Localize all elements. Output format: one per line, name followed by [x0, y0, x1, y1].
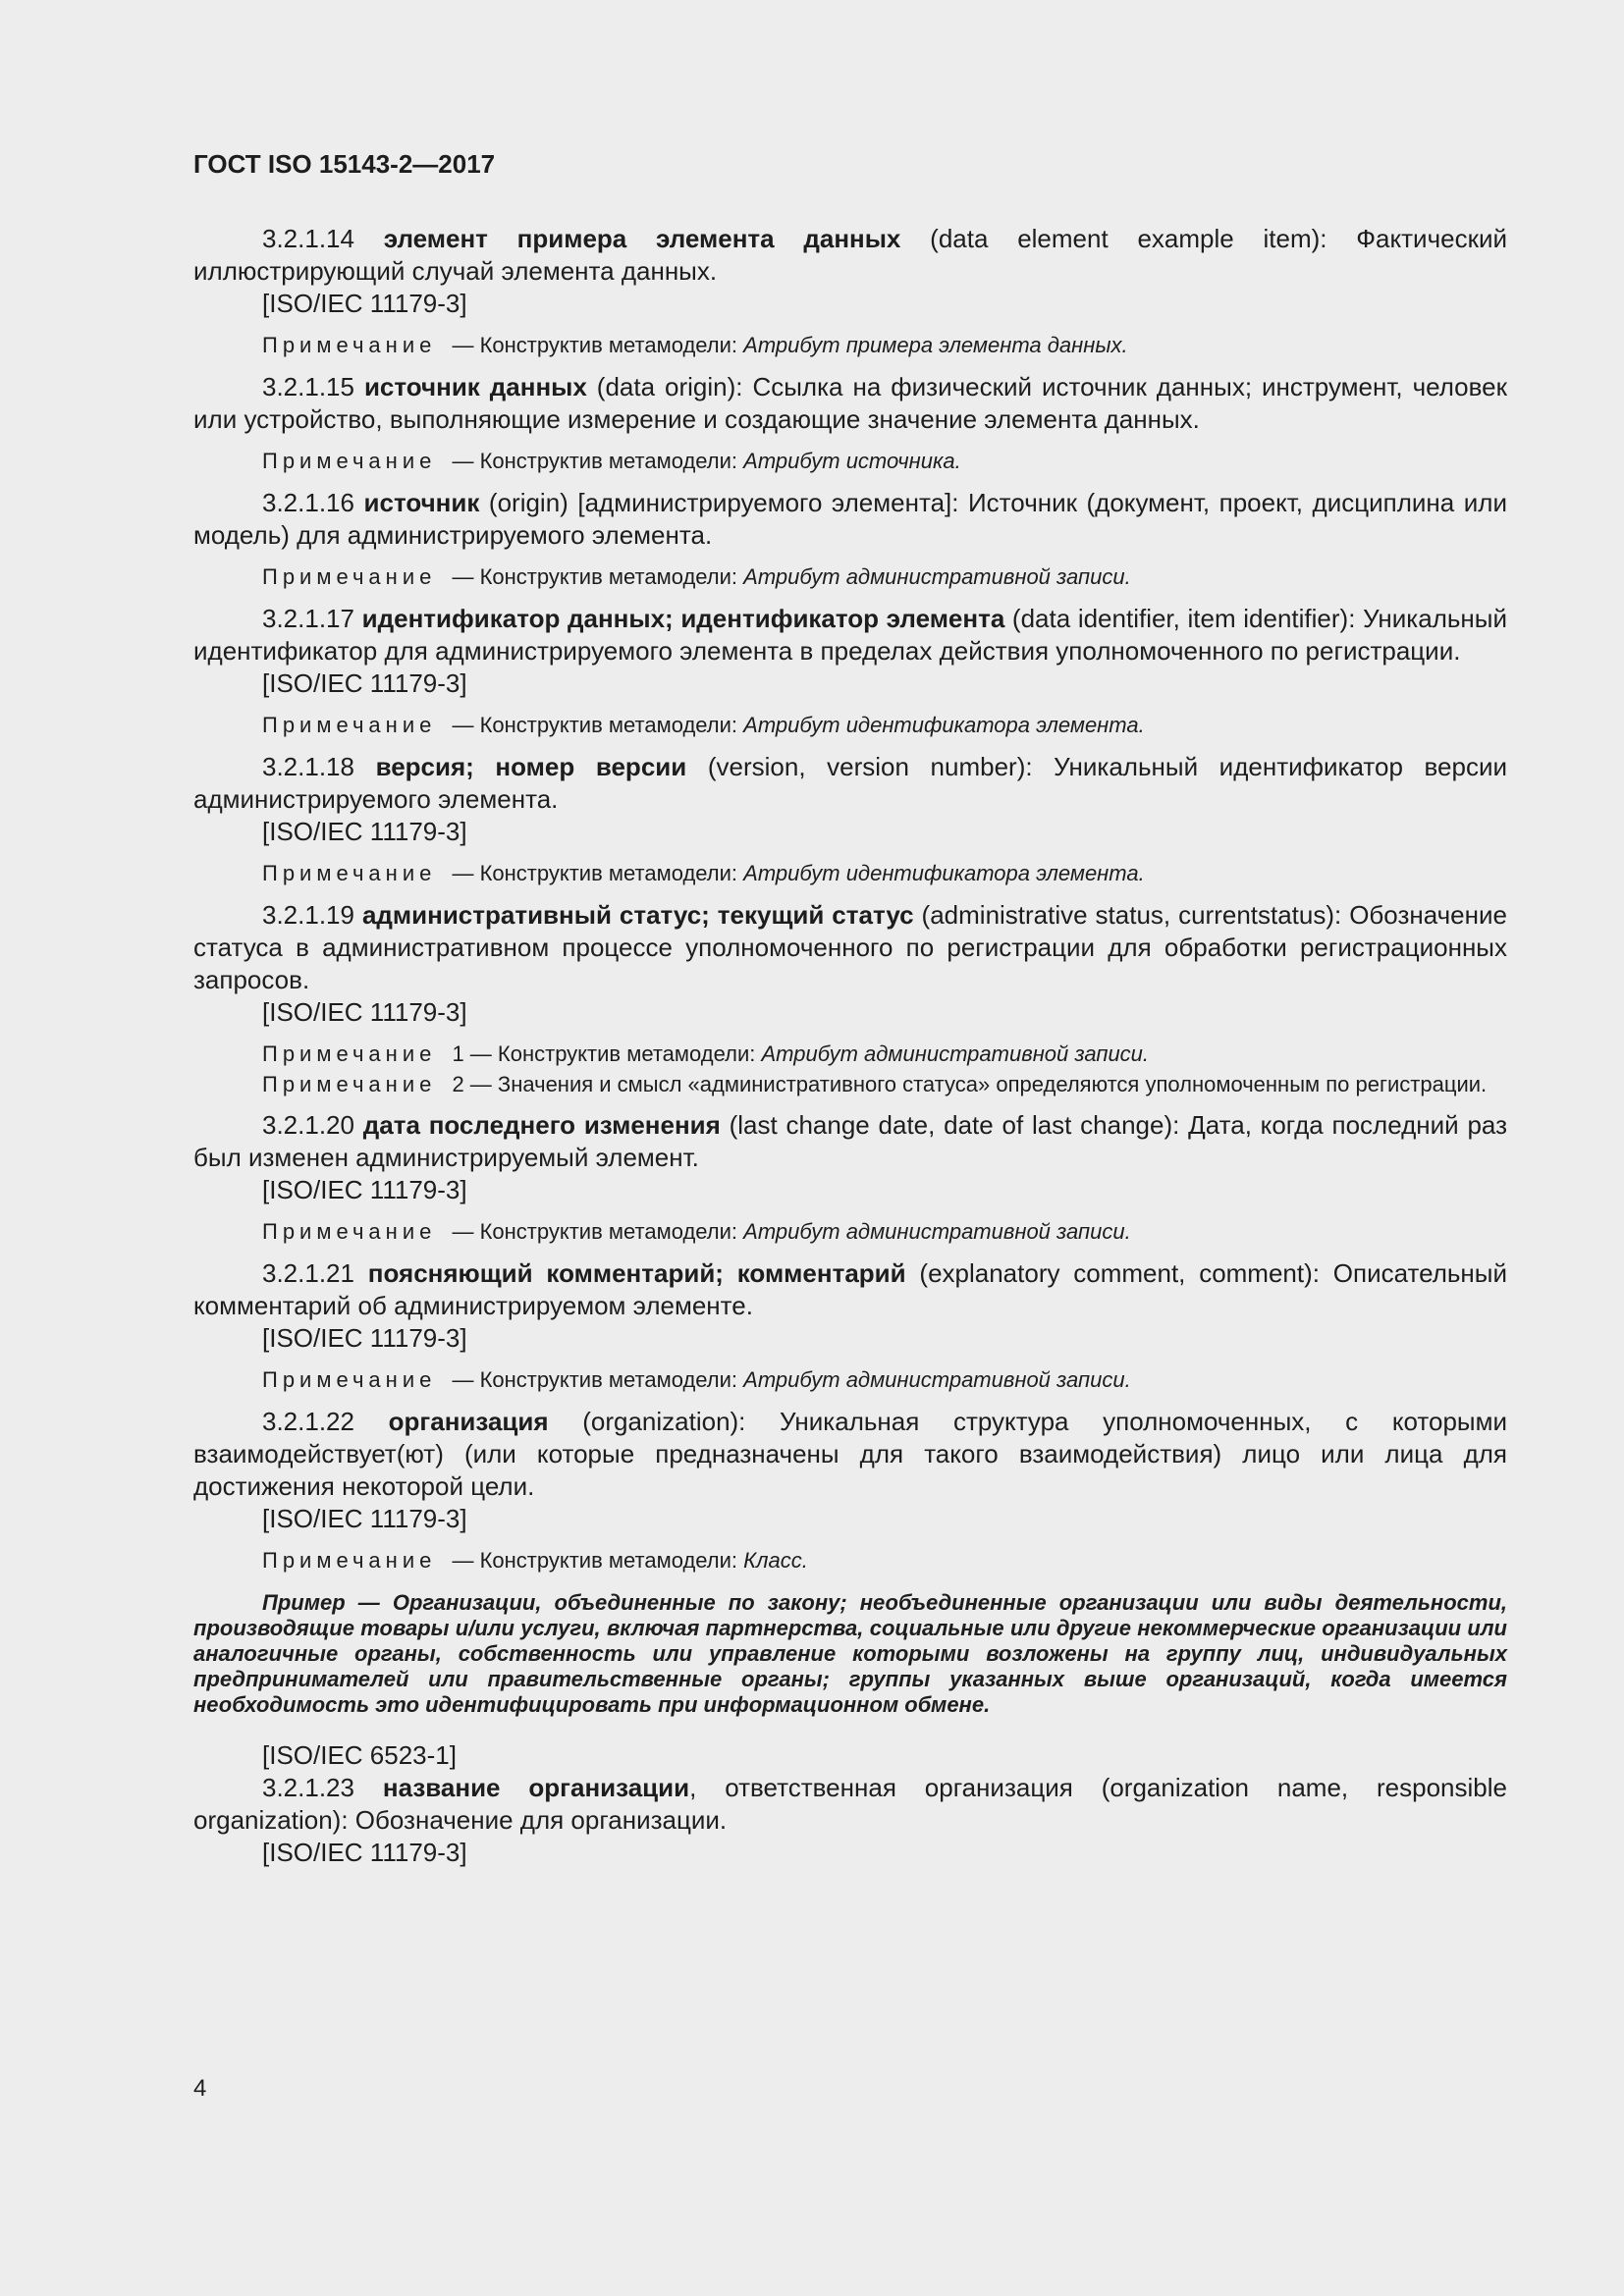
note-label: Примечание — [262, 449, 437, 473]
term-entry — [193, 1772, 1507, 1869]
term-name: поясняющий комментарий; комментарий — [367, 1258, 906, 1288]
note-text: — Конструктив метамодели: — [446, 861, 744, 885]
term-entry — [193, 1406, 1507, 1772]
term-name: идентификатор данных; идентификатор элемента — [361, 604, 1005, 633]
term-text: (last change date, date of last change): Дата, когда последний раз был изменен администрируемый элемент. — [193, 1110, 1508, 1172]
term-definition — [193, 1406, 1507, 1503]
term-entry — [193, 751, 1507, 889]
term-number: 3.2.1.18 — [262, 752, 354, 781]
term-notes — [193, 1039, 1507, 1099]
term-definition — [193, 487, 1507, 552]
term-source: [ISO/IEC 11179-3] — [262, 817, 467, 846]
term-number: 3.2.1.19 — [262, 900, 354, 930]
term-source: [ISO/IEC 11179-3] — [262, 1838, 467, 1867]
term-source: [ISO/IEC 11179-3] — [262, 997, 467, 1027]
note-italic: Атрибут административной записи. — [743, 564, 1131, 589]
document-header: ГОСТ ISO 15143-2—2017 — [193, 149, 496, 179]
term-entry — [193, 1109, 1507, 1248]
term-name: организация — [388, 1407, 549, 1436]
term-text: (organization): Уникальная структура уполномоченных, с которыми взаимодействует(ют) (или которые предназначены для такого взаимодействия) лицо или лица для достижения некоторой цели. — [193, 1407, 1507, 1501]
term-definition — [193, 371, 1507, 436]
term-entry — [193, 1257, 1507, 1396]
term-note — [193, 1545, 1507, 1576]
term-number: 3.2.1.16 — [262, 488, 354, 517]
note-italic: Атрибут источника. — [743, 449, 961, 473]
term-text: (data origin): Ссылка на физический источник данных; инструмент, человек или устройство, выполняющие измерение и создающие значение элемента данных. — [193, 372, 1508, 434]
term-text: , ответственная организация (organization name, responsible organization): Обозначение для организации. — [193, 1773, 1507, 1835]
note-italic: Атрибут административной записи. — [743, 1219, 1131, 1244]
term-source: [ISO/IEC 11179-3] — [262, 1504, 467, 1533]
note-italic: Атрибут административной записи. — [761, 1041, 1150, 1066]
term-source-2: [ISO/IEC 6523-1] — [262, 1740, 457, 1770]
term-name: дата последнего изменения — [362, 1110, 721, 1140]
term-text: (data identifier, item identifier): Уникальный идентификатор для администрируемого элемента в пределах действия уполномоченного по регистрации. — [193, 604, 1507, 666]
note-italic: Атрибут идентификатора элемента. — [743, 713, 1145, 737]
term-name: источник данных — [363, 372, 587, 401]
term-note-1 — [193, 1039, 1507, 1070]
term-number: 3.2.1.22 — [262, 1407, 354, 1436]
note-label: Примечание — [262, 1072, 437, 1096]
note-text: 2 — Значения и смысл «административного статуса» определяются уполномоченным по регистрации. — [446, 1072, 1488, 1096]
note-text: — Конструктив метамодели: — [446, 1548, 744, 1573]
term-number: 3.2.1.20 — [262, 1110, 354, 1140]
note-label: Примечание — [262, 1219, 437, 1244]
term-number: 3.2.1.21 — [262, 1258, 354, 1288]
term-definition — [193, 1257, 1507, 1322]
note-text: — Конструктив метамодели: — [446, 1219, 744, 1244]
term-name: версия; номер версии — [375, 752, 687, 781]
term-text: (origin) [администрируемого элемента]: Источник (документ, проект, дисциплина или модель) для администрируемого элемента. — [193, 488, 1507, 550]
term-note-2 — [193, 1070, 1507, 1099]
term-name: название организации — [382, 1773, 690, 1802]
note-text: — Конструктив метамодели: — [446, 449, 744, 473]
term-name: источник — [363, 488, 480, 517]
term-source: [ISO/IEC 11179-3] — [262, 1175, 467, 1204]
term-note — [193, 446, 1507, 477]
term-definition — [193, 1109, 1507, 1174]
note-label: Примечание — [262, 333, 437, 357]
term-note — [193, 330, 1507, 361]
term-definition — [193, 1772, 1507, 1837]
note-label: Примечание — [262, 1041, 437, 1066]
note-text: — Конструктив метамодели: — [446, 1367, 744, 1392]
term-text: (data element example item): Фактический иллюстрирующий случай элемента данных. — [193, 224, 1507, 286]
note-text: — Конструктив метамодели: — [446, 713, 744, 737]
note-label: Примечание — [262, 1548, 437, 1573]
term-number: 3.2.1.23 — [262, 1773, 354, 1802]
note-label: Примечание — [262, 1367, 437, 1392]
note-label: Примечание — [262, 861, 437, 885]
note-label: Примечание — [262, 564, 437, 589]
note-italic: Класс. — [743, 1548, 808, 1573]
term-definition — [193, 751, 1507, 816]
term-entry — [193, 899, 1507, 1099]
term-example: Пример — Организации, объединенные по закону; необъединенные организации или виды деятельности, производящие товары и/или услуги, включая партнерства, социальные или другие некоммерческие организации или аналогичные органы, собственность или управление которыми возложены на группу лиц, индивидуальных предпринимателей или правительственные органы; группы указанных выше организаций, когда имеется необходимость это идентифицировать при информационном обмене. — [193, 1590, 1507, 1717]
term-source: [ISO/IEC 11179-3] — [262, 289, 467, 318]
page-number: 4 — [193, 2075, 207, 2102]
term-text: (explanatory comment, comment): Описательный комментарий об администрируемом элементе. — [193, 1258, 1507, 1320]
term-note — [193, 710, 1507, 741]
note-text: — Конструктив метамодели: — [446, 333, 744, 357]
term-name: административный статус; текущий статус — [361, 900, 914, 930]
term-note — [193, 858, 1507, 889]
term-entry — [193, 603, 1507, 741]
term-source: [ISO/IEC 11179-3] — [262, 668, 467, 698]
term-definition — [193, 899, 1507, 996]
note-text: — Конструктив метамодели: — [446, 564, 744, 589]
term-note — [193, 1364, 1507, 1396]
page-content — [193, 142, 1507, 1869]
term-number: 3.2.1.17 — [262, 604, 354, 633]
term-entry — [193, 223, 1507, 361]
term-entry — [193, 371, 1507, 477]
note-text: 1 — Конструктив метамодели: — [446, 1041, 762, 1066]
term-number: 3.2.1.15 — [262, 372, 354, 401]
term-definition — [193, 603, 1507, 667]
note-italic: Атрибут административной записи. — [743, 1367, 1131, 1392]
note-italic: Атрибут примера элемента данных. — [743, 333, 1128, 357]
note-italic: Атрибут идентификатора элемента. — [743, 861, 1145, 885]
term-note — [193, 1216, 1507, 1248]
term-definition — [193, 223, 1507, 288]
term-note — [193, 561, 1507, 593]
term-entry — [193, 487, 1507, 593]
note-label: Примечание — [262, 713, 437, 737]
term-number: 3.2.1.14 — [262, 224, 354, 253]
term-source: [ISO/IEC 11179-3] — [262, 1323, 467, 1353]
term-text: (version, version number): Уникальный идентификатор версии администрируемого элемента. — [193, 752, 1507, 814]
term-text: (administrative status, currentstatus): Обозначение статуса в административном процессе уполномоченного по регистрации для обработки регистрационных запросов. — [193, 900, 1507, 994]
term-name: элемент примера элемента данных — [383, 224, 901, 253]
